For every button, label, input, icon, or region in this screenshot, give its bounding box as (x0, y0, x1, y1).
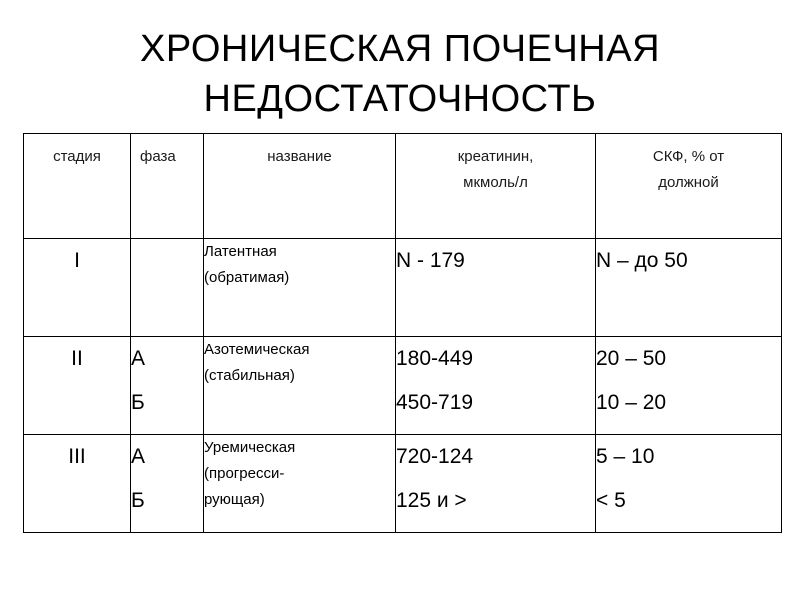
header-gfr: СКФ, % от должной (596, 134, 782, 239)
cell-stage: I (24, 239, 131, 337)
header-phase: фаза (131, 134, 204, 239)
slide-title (0, 24, 800, 124)
cell-phase (131, 239, 204, 337)
title-line-2: НЕДОСТАТОЧНОСТЬ (203, 78, 597, 120)
cell-gfr: 20 – 50 10 – 20 (596, 337, 782, 435)
cell-gfr: N – до 50 (596, 239, 782, 337)
cell-creatinine: 180-449 450-719 (396, 337, 596, 435)
cell-stage: III (24, 435, 131, 533)
cell-stage: II (24, 337, 131, 435)
header-name: название (204, 134, 396, 239)
ckd-stage-table (23, 133, 782, 533)
cell-creatinine: N - 179 (396, 239, 596, 337)
table-row (24, 337, 782, 435)
cell-name: Латентная (обратимая) (204, 239, 396, 337)
cell-creatinine: 720-124 125 и > (396, 435, 596, 533)
cell-gfr: 5 – 10 < 5 (596, 435, 782, 533)
header-creatinine: креатинин, мкмоль/л (396, 134, 596, 239)
header-stage: стадия (24, 134, 131, 239)
cell-phase: А Б (131, 337, 204, 435)
table-header-row (24, 134, 782, 239)
cell-name: Азотемическая (стабильная) (204, 337, 396, 435)
cell-phase: А Б (131, 435, 204, 533)
cell-name: Уремическая (прогресси- рующая) (204, 435, 396, 533)
table-row (24, 435, 782, 533)
table-row (24, 239, 782, 337)
title-line-1: ХРОНИЧЕСКАЯ ПОЧЕЧНАЯ (139, 28, 661, 70)
